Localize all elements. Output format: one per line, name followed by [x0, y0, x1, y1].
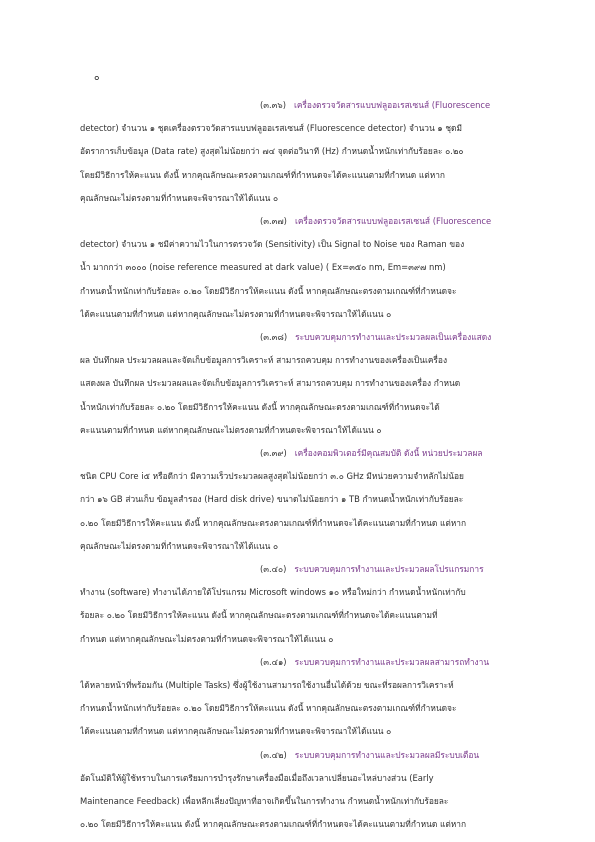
spec-item-text-line: คะแนนตามที่กำหนด แต่หากคุณลักษณะไม่ตรงตามที่กำหนดจะพิจารณาให้ได้แนน ๐ [80, 424, 382, 435]
spec-item-heading: ระบบควบคุมการทำงานและประมวลผลโปรแกรมการ [294, 564, 484, 575]
spec-item-heading-line [80, 210, 536, 233]
spec-item-heading-line [80, 558, 536, 581]
spec-item-text-line: ๐.๒๐ โดยมีวิธีการให้คะแนน ดังนี้ หากคุณลักษณะตรงตามเกณฑ์ที่กำหนดจะได้คะแนนตามที่กำหนด แต่หาก [80, 819, 467, 830]
spec-item-heading-line [80, 94, 536, 117]
spec-item-number: (๓.๓๙) [260, 448, 287, 459]
spec-item-text-line: ๐.๒๐ โดยมีวิธีการให้คะแนน ดังนี้ หากคุณลักษณะตรงตามเกณฑ์ที่กำหนดจะได้คะแนนตามที่กำหนด แต่หาก [80, 517, 467, 528]
spec-item [80, 210, 536, 326]
spec-item [80, 326, 536, 442]
spec-item-text-line: อัตราการเก็บข้อมูล (Data rate) สูงสุดไม่น้อยกว่า ๗๔ จุดต่อวินาที (Hz) กำหนดน้ำหนักเท่ากับร้อยละ ๐.๒๐ [80, 146, 464, 157]
spec-item-text-line: กำหนดน้ำหนักเท่ากับร้อยละ ๐.๒๐ โดยมีวิธีการให้คะแนน ดังนี้ หากคุณลักษณะตรงตามเกณฑ์ที่กำหนดจะ [80, 703, 457, 714]
spec-item-text-line: ทำงาน (software) ทำงานได้ภายใต้โปรแกรม Microsoft windows ๑๐ หรือใหม่กว่า กำหนดน้ำหนักเท่ากับ [80, 587, 466, 598]
spec-item-text-line: คุณลักษณะไม่ตรงตามที่กำหนดจะพิจารณาให้ได้แนน ๐ [80, 540, 279, 551]
spec-item-text-line: detector) จำนวน ๑ ชมีค่าความไวในการตรวจวัด (Sensitivity) เป็น Signal to Noise ของ Raman ของ [80, 239, 465, 250]
spec-item-text-line: Maintenance Feedback) เพื่อหลีกเลี่ยงปัญหาที่อาจเกิดขึ้นในการทำงาน กำหนดน้ำหนักเท่ากับร้อยละ [80, 796, 449, 807]
spec-item [80, 558, 536, 651]
spec-item-heading: ระบบควบคุมการทำงานและประมวลผลสามารถทำงาน [294, 656, 490, 667]
spec-item-text-line: อัตโนมัติให้ผู้ใช้ทราบในการเตรียมการบำรุงรักษาเครื่องมือเมื่อถึงเวลาเปลี่ยนอะไหล่บางส่วน (Early [80, 772, 434, 783]
spec-item-text-line: ได้คะแนนตามที่กำหนด แต่หากคุณลักษณะไม่ตรงตามที่กำหนดจะพิจารณาให้ได้แนน ๐ [80, 308, 392, 319]
page-number: ๐ [94, 73, 100, 83]
spec-item-heading: เครื่องคอมพิวเตอร์มีคุณสมบัติ ดังนี้ หน่วยประมวลผล [294, 448, 483, 459]
spec-item-text-line: กว่า ๑๖ GB ส่วนเก็บ ข้อมูลสำรอง (Hard disk drive) ขนาดไม่น้อยกว่า ๑ TB กำหนดน้ำหนักเท่ากับร้อยละ [80, 494, 464, 505]
spec-item-text-line: ชนิด CPU Core i๕ หรือดีกว่า มีความเร็วประมวลผลสูงสุดไม่น้อยกว่า ๓.๐ GHz มีหน่วยความจำหลักไม่น้อย [80, 471, 464, 482]
spec-item [80, 651, 536, 744]
spec-item-text-line: detector) จำนวน ๑ ชุดเครื่องตรวจวัดสารแบบฟลูออเรสเซนส์ (Fluorescence detector) จำนวน ๑ ชุดมี [80, 123, 463, 134]
spec-item-number: (๓.๓๖) [260, 100, 286, 110]
spec-item-heading: เครื่องตรวจวัดสารแบบฟลูออเรสเซนส์ (Fluorescence [293, 100, 491, 110]
spec-item [80, 94, 536, 210]
spec-item [80, 744, 536, 837]
spec-item-text-line: ได้หลายหน้าที่พร้อมกัน (Multiple Tasks) ซึ่งผู้ใช้งานสามารถใช้งานอื่นได้ด้วย ขณะที่รอผลการวิเคราะห์ [80, 680, 454, 691]
spec-item-heading: เครื่องตรวจวัดสารแบบฟลูออเรสเซนส์ (Fluorescence [294, 216, 492, 227]
spec-item-heading-line [80, 651, 536, 674]
spec-item-text-line: ร้อยละ ๐.๒๐ โดยมีวิธีการให้คะแนน ดังนี้ หากคุณลักษณะตรงตามเกณฑ์ที่กำหนดจะได้คะแนนตามที่ [80, 610, 438, 621]
spec-item-heading-line [80, 442, 536, 465]
spec-item-heading-line [80, 326, 536, 349]
spec-item-text-line: น้ำ มากกว่า ๓๐๐๐ (noise reference measured at dark value) ( Ex=๓๕๐ nm, Em=๓๙๗ nm) [80, 262, 446, 273]
spec-item-number: (๓.๓๘) [260, 332, 288, 343]
spec-item-number: (๓.๓๗) [260, 216, 287, 227]
spec-item-number: (๓.๔๐) [260, 564, 287, 575]
spec-item-text-line: น้ำหนักเท่ากับร้อยละ ๐.๒๐ โดยมีวิธีการให้คะแนน ดังนี้ หากคุณลักษณะตรงตามเกณฑ์ที่กำหนดจะได้ [80, 401, 440, 412]
spec-item-text-line: แสดงผล บันทึกผล ประมวลผลและจัดเก็บข้อมูลการวิเคราะห์ สามารถควบคุม การทำงานของเครื่อง กำหนด [80, 378, 461, 389]
spec-item-text-line: ผล บันทึกผล ประมวลผลและจัดเก็บข้อมูลการวิเคราะห์ สามารถควบคุม การทำงานของเครื่องเป็นเครื่อง [80, 355, 448, 366]
spec-item-text-line: กำหนดน้ำหนักเท่ากับร้อยละ ๐.๒๐ โดยมีวิธีการให้คะแนน ดังนี้ หากคุณลักษณะตรงตามเกณฑ์ที่กำหนดจะ [80, 285, 457, 296]
spec-item-number: (๓.๔๒) [260, 749, 287, 760]
spec-item-heading-line [80, 744, 536, 767]
spec-item-text-line: โดยมีวิธีการให้คะแนน ดังนี้ หากคุณลักษณะตรงตามเกณฑ์ที่กำหนดจะได้คะแนนตามที่กำหนด แต่หาก [80, 169, 446, 180]
spec-item-text-line: กำหนด แต่หากคุณลักษณะไม่ตรงตามที่กำหนดจะพิจารณาให้ได้แนน ๐ [80, 633, 334, 644]
spec-item-heading: ระบบควบคุมการทำงานและประมวลผลเป็นเครื่องแสดง [295, 332, 492, 343]
spec-item-text-line: ได้คะแนนตามที่กำหนด แต่หากคุณลักษณะไม่ตรงตามที่กำหนดจะพิจารณาให้ได้แนน ๐ [80, 726, 392, 737]
document-body [80, 94, 536, 837]
spec-item-number: (๓.๔๑) [260, 656, 287, 667]
spec-item-text-line: คุณลักษณะไม่ตรงตามที่กำหนดจะพิจารณาให้ได้แนน ๐ [80, 192, 279, 203]
spec-item-heading: ระบบควบคุมการทำงานและประมวลผลมีระบบเตือน [294, 749, 480, 760]
spec-item [80, 442, 536, 558]
